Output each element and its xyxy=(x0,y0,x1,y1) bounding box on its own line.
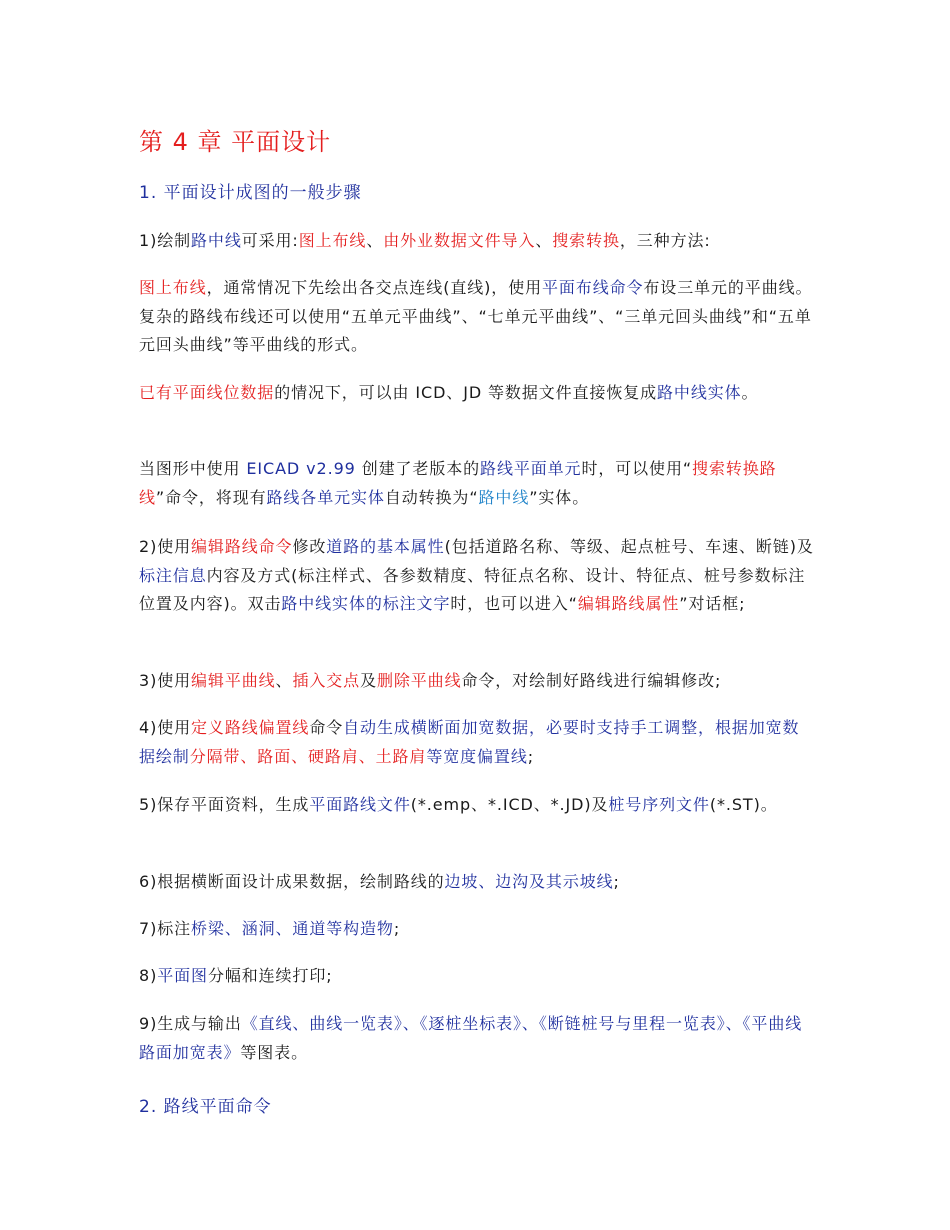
text-run: 4)使用 xyxy=(139,718,192,737)
highlight-term: 编辑路线属性 xyxy=(577,594,680,613)
highlight-term: 路中线 xyxy=(191,231,242,250)
highlight-term: 标注信息 xyxy=(139,565,207,585)
highlight-term: 路中线实体的标注文字 xyxy=(281,594,451,613)
text-run: ”实体。 xyxy=(529,487,590,507)
highlight-term: 已有平面线位数据 xyxy=(139,383,275,402)
highlight-term: 图上布线 xyxy=(139,278,207,297)
section-title-2: 2. 路线平面命令 xyxy=(139,1097,272,1117)
text-run: 内容及方式(标注样式、各参数精度、特征点名称、设计、特征点、桩号参数标注位置及内容)。双击 xyxy=(139,565,806,613)
highlight-term: 搜索转换路线 xyxy=(139,459,777,507)
text-run: (包括道路名称、等级、起点桩号、车速、断链)及 xyxy=(444,537,814,556)
highlight-term: 自动生成横断面加宽数据，必要时支持手工调整，根据加宽数据绘制 xyxy=(139,718,800,766)
highlight-term: 平面路线文件 xyxy=(309,795,411,814)
text-run: ，三种方法: xyxy=(619,231,711,250)
text-run: (*.emp、*.ICD、*.JD)及 xyxy=(410,795,609,814)
text-run: 、 xyxy=(535,231,553,250)
paragraph-step-2 xyxy=(139,533,814,619)
text-run: ; xyxy=(613,872,620,891)
text-run: ; xyxy=(527,746,535,766)
paragraph-step-8 xyxy=(139,962,814,991)
text-run: 时，也可以进入“ xyxy=(450,594,578,613)
highlight-term: 《直线、曲线一览表》、《逐桩坐标表》、《断链桩号与里程一览表》、《平曲线路面加宽表》 xyxy=(139,1014,803,1062)
section-title-1: 1. 平面设计成图的一般步骤 xyxy=(139,183,362,203)
text-run: 、 xyxy=(275,671,293,690)
text-run: 修改 xyxy=(292,537,327,556)
text-run: (*.ST)。 xyxy=(709,795,778,814)
text-run: 等图表。 xyxy=(240,1042,309,1062)
highlight-term: 路中线实体 xyxy=(657,383,742,402)
paragraph-step-9 xyxy=(139,1010,814,1067)
highlight-term: 平面图 xyxy=(157,966,208,985)
paragraph-eicad xyxy=(139,455,814,512)
text-run: 6)根据横断面设计成果数据，绘制路线的 xyxy=(139,872,445,891)
text-run: ; xyxy=(393,919,401,938)
highlight-term: EICAD v2.99 xyxy=(246,459,356,478)
text-run: ”对话框; xyxy=(679,594,746,613)
text-run: ”命令，将现有 xyxy=(155,487,267,507)
chapter-title: 第 4 章 平面设计 xyxy=(139,128,332,156)
paragraph-step-6 xyxy=(139,868,814,897)
paragraph-step-4 xyxy=(139,714,814,771)
text-run: 当图形中使用 xyxy=(139,459,247,478)
text-run: 可采用: xyxy=(241,231,299,250)
highlight-term: 图上布线 xyxy=(298,231,367,250)
highlight-term: 删除平曲线 xyxy=(376,671,462,690)
highlight-term: 桥梁、涵洞、通道等构造物 xyxy=(191,919,394,938)
text-run: 布设三单元的平曲线。复杂的路线布线还可以使用“五单元平曲线”、“七单元平曲线”、“三单元回头曲线”和“五单元回头曲线”等平曲线的形式。 xyxy=(139,278,813,354)
text-run: 8) xyxy=(139,966,158,985)
text-run: ，通常情况下先绘出各交点连线(直线)，使用 xyxy=(206,278,542,297)
text-run: 3)使用 xyxy=(139,671,192,690)
paragraph-map-routing xyxy=(139,274,814,360)
highlight-term: 等宽度偏置线 xyxy=(426,746,528,766)
paragraph-step-1 xyxy=(139,227,814,256)
text-run: 1)绘制 xyxy=(139,231,192,250)
text-run: 分幅和连续打印; xyxy=(207,966,333,985)
text-run: 5)保存平面资料，生成 xyxy=(139,795,310,814)
paragraph-step-5 xyxy=(139,791,814,820)
highlight-term: 平面布线命令 xyxy=(542,278,644,297)
highlight-term: 搜索转换 xyxy=(552,231,620,250)
text-run: 自动转换为“ xyxy=(384,487,479,507)
text-run: 。 xyxy=(741,383,759,402)
text-run: 及 xyxy=(360,671,377,690)
highlight-term: 编辑路线命令 xyxy=(191,537,293,556)
text-run: 创建了老版本的 xyxy=(355,459,481,478)
text-run: 9)生成与输出 xyxy=(139,1014,242,1033)
text-run: 、 xyxy=(366,231,384,250)
highlight-term: 边坡、边沟及其示坡线 xyxy=(444,872,614,891)
text-run: 7)标注 xyxy=(139,919,192,938)
text-run: 的情况下，可以由 ICD、JD 等数据文件直接恢复成 xyxy=(274,383,658,402)
text-run: 时，可以使用“ xyxy=(581,459,693,478)
highlight-term: 路中线 xyxy=(478,487,530,507)
paragraph-step-7 xyxy=(139,915,814,944)
highlight-term: 由外业数据文件导入 xyxy=(383,231,536,250)
text-run: 命令，对绘制好路线进行编辑修改; xyxy=(461,671,722,690)
paragraph-existing-data xyxy=(139,379,814,408)
highlight-term: 定义路线偏置线 xyxy=(191,718,310,737)
highlight-term: 分隔带、路面、硬路肩、土路肩 xyxy=(189,746,427,766)
highlight-term: 编辑平曲线 xyxy=(191,671,276,690)
text-run: 命令 xyxy=(309,718,344,737)
highlight-term: 道路的基本属性 xyxy=(326,537,445,556)
paragraph-step-3 xyxy=(139,667,814,696)
highlight-term: 路线平面单元 xyxy=(480,459,582,478)
highlight-term: 路线各单元实体 xyxy=(266,487,385,507)
text-run: 2)使用 xyxy=(139,537,192,556)
highlight-term: 插入交点 xyxy=(292,671,361,690)
highlight-term: 桩号序列文件 xyxy=(608,795,710,814)
